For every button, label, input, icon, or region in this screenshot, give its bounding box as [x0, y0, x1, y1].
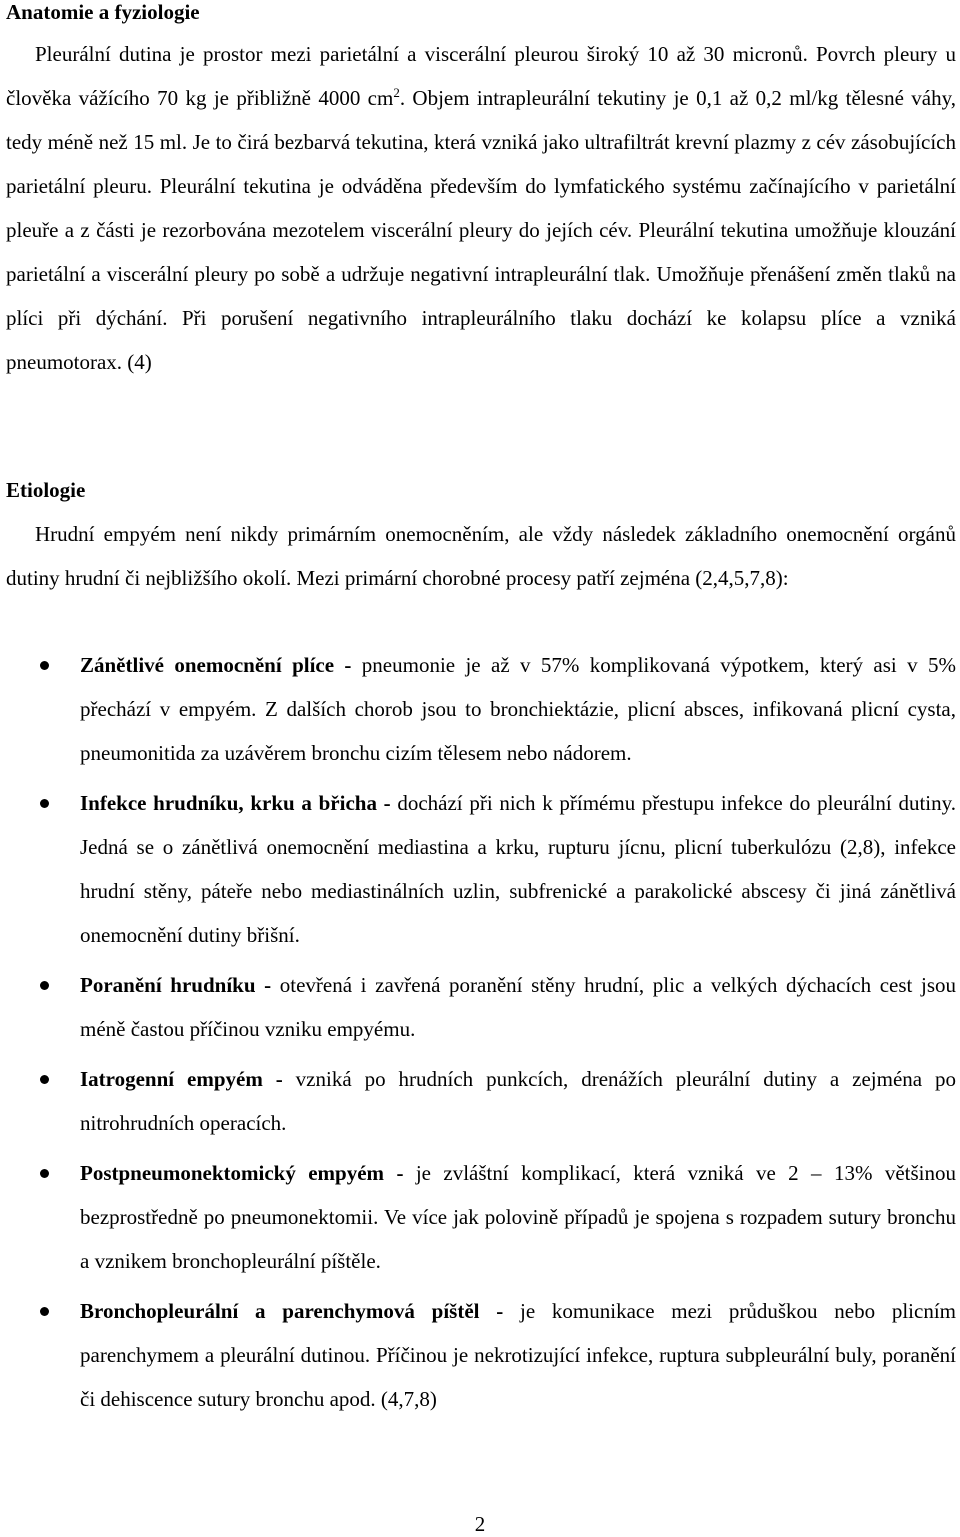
list-item: [0, 643, 956, 775]
superscript: 2: [393, 85, 400, 100]
list-item-lead: Poranění hrudníku -: [80, 973, 272, 997]
list-item: [0, 781, 956, 957]
list-item: [0, 963, 956, 1051]
list-item-lead: Infekce hrudníku, krku a břicha -: [80, 791, 391, 815]
list-item-text: dochází při nich k přímému přestupu infekce do pleurální dutiny. Jedná se o zánětlivá onemocnění mediastina a krku, rupturu jícnu, plicní tuberkulózu (2,8), infekce hrudní stěny, páteře nebo mediastinálních uzlin, subfrenické a parakolické abscesy či jiná zánětlivá onemocnění dutiny břišní.: [80, 791, 957, 947]
paragraph-etiologie-intro: Hrudní empyém není nikdy primárním onemocněním, ale vždy následek základního onemocnění orgánů dutiny hrudní či nejbližšího okolí. Mezi primární chorobné procesy patří zejména (2,4,5,7,8):: [6, 522, 956, 590]
paragraph-anatomie: [6, 32, 956, 384]
paragraph-anatomie-text-1: Pleurální dutina je prostor mezi parietální a viscerální pleurou široký 10 až 30 micronů. Povrch pleury u člověka vážícího 70 kg je přibližně 4000 cm: [6, 42, 956, 110]
section-heading-etiologie: Etiologie: [6, 478, 86, 502]
list-item: [0, 1289, 956, 1421]
list-item-lead: Bronchopleurální a parenchymová píštěl -: [80, 1299, 504, 1323]
bullet-icon: [40, 1169, 49, 1178]
list-item-lead: Postpneumonektomický empyém -: [80, 1161, 404, 1185]
list-item-text: je komunikace mezi průduškou nebo plicním parenchymem a pleurální dutinou. Příčinou je nekrotizující infekce, ruptura subpleurální buly, poranění či dehiscence sutury bronchu apod. (4,7,8): [80, 1299, 956, 1411]
bullet-icon: [40, 799, 49, 808]
list-item-lead: Zánětlivé onemocnění plíce -: [80, 653, 352, 677]
list-item-text: pneumonie je až v 57% komplikovaná výpotkem, který asi v 5% přechází v empyém. Z dalších chorob jsou to bronchiektázie, plicní absces, infikovaná plicní cysta, pneumonitida za uzávěrem bronchu cizím tělesem nebo nádorem.: [80, 653, 956, 765]
list-item-text: otevřená i zavřená poranění stěny hrudní, plic a velkých dýchacích cest jsou méně častou příčinou vzniku empyému.: [80, 973, 956, 1041]
list-item-text: je zvláštní komplikací, která vzniká ve 2 – 13% většinou bezprostředně po pneumonektomii. Ve více jak polovině případů je spojena s rozpadem sutury bronchu a vznikem bronchopleurální píštěle.: [80, 1161, 956, 1273]
paragraph-anatomie-text-2: . Objem intrapleurální tekutiny je 0,1 až 0,2 ml/kg tělesné váhy, tedy méně než 15 ml. Je to čirá bezbarvá tekutina, která vzniká jako ultrafiltrát krevní plazmy z cév zásobujících parietální pleuru. Pleurální tekutina je odváděna především do lymfatického systému začínajícího v parietální pleuře a z části je rezorbována mezotelem viscerální pleury do jejích cév. Pleurální tekutina umožňuje klouzání parietální a viscerální pleury po sobě a udržuje negativní intrapleurální tlak. Umožňuje přenášení změn tlaků na plíci při dýchání. Při porušení negativního intrapleurálního tlaku dochází ke kolapsu plíce a vzniká pneumotorax. (4): [6, 86, 956, 374]
bullet-icon: [40, 1307, 49, 1316]
bullet-icon: [40, 1075, 49, 1084]
cause-list: [0, 643, 960, 1421]
list-item: [0, 1151, 956, 1283]
bullet-icon: [40, 981, 49, 990]
page-number: 2: [474, 1512, 486, 1536]
list-item-text: vzniká po hrudních punkcích, drenážích pleurální dutiny a zejména po nitrohrudních operacích.: [80, 1067, 956, 1135]
list-item-lead: Iatrogenní empyém -: [80, 1067, 283, 1091]
bullet-icon: [40, 661, 49, 670]
list-item: [0, 1057, 956, 1145]
section-heading-anatomie: Anatomie a fyziologie: [6, 0, 200, 24]
